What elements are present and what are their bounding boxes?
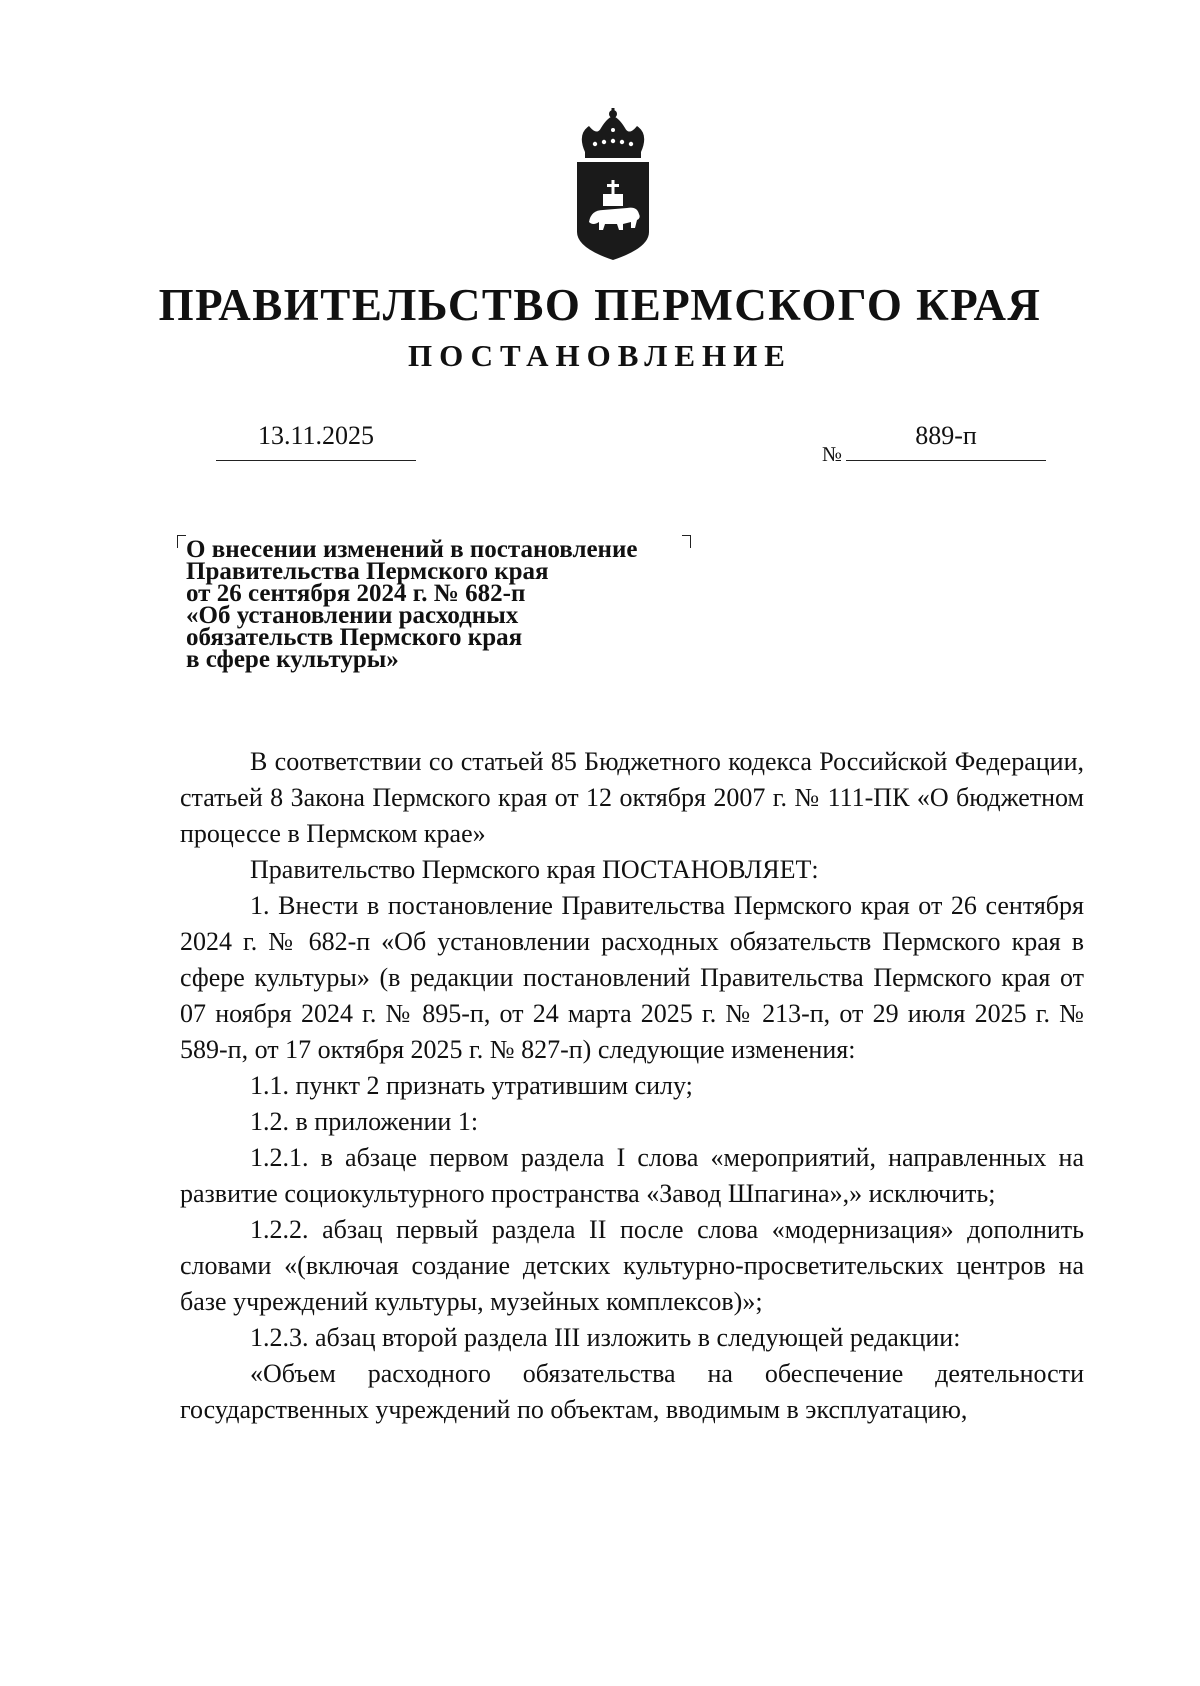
body-paragraph: 1.2.2. абзац первый раздела II после слова «модернизация» дополнить словами «(включая создание детских культурно-просветительских центров на базе учреждений культуры, музейных комплексов)»;	[180, 1215, 1084, 1316]
body-paragraph: «Объем расходного обязательства на обеспечение деятельности государственных учреждений по объектам, вводимым в эксплуатацию,	[180, 1359, 1084, 1424]
subject-bracket-left	[177, 535, 186, 548]
body-paragraph: 1.2. в приложении 1:	[250, 1107, 479, 1136]
subject-line: О внесении изменений в постановление	[186, 536, 638, 563]
body-paragraph: Правительство Пермского края ПОСТАНОВЛЯЕТ:	[250, 855, 819, 884]
subject-line: Правительства Пермского края	[186, 558, 549, 585]
body-paragraph: В соответствии со статьей 85 Бюджетного кодекса Российской Федерации, статьей 8 Закона Пермского края от 12 октября 2007 г. № 111-ПК «О бюджетном процессе в Пермском крае»	[180, 747, 1084, 848]
subject-line: от 26 сентября 2024 г. № 682-п	[186, 580, 526, 607]
body-paragraph: 1.2.1. в абзаце первом раздела I слова «мероприятий, направленных на развитие социокультурного пространства «Завод Шпагина»,» исключить;	[180, 1143, 1084, 1208]
subject-line: обязательств Пермского края	[186, 624, 523, 651]
coat-of-arms-icon	[567, 108, 659, 260]
body-paragraph: 1.1. пункт 2 признать утратившим силу;	[250, 1071, 693, 1100]
document-subject	[186, 536, 706, 673]
organization-title: ПРАВИТЕЛЬСТВО ПЕРМСКОГО КРАЯ	[158, 280, 1042, 330]
subject-line: в сфере культуры»	[186, 646, 399, 673]
subject-line: «Об установлении расходных	[186, 602, 519, 629]
document-type-title: ПОСТАНОВЛЕНИЕ	[408, 338, 792, 373]
number-sign: №	[822, 442, 843, 466]
number-underline	[846, 460, 1046, 461]
document-number: 889-п	[915, 421, 977, 450]
date-underline	[216, 460, 416, 461]
body-paragraph: 1. Внести в постановление Правительства Пермского края от 26 сентября 2024 г. № 682-п «Об установлении расходных обязательств Пермского края в сфере культуры» (в редакции постановлений Правительства Пермского края от 07 ноября 2024 г. № 895-п, от 24 марта 2025 г. № 213-п, от 29 июля 2025 г. № 589-п, от 17 октября 2025 г. № 827-п) следующие изменения:	[180, 891, 1084, 1064]
body-paragraph: 1.2.3. абзац второй раздела III изложить в следующей редакции:	[250, 1323, 961, 1352]
document-date: 13.11.2025	[257, 421, 375, 450]
document-body	[180, 744, 1084, 1428]
